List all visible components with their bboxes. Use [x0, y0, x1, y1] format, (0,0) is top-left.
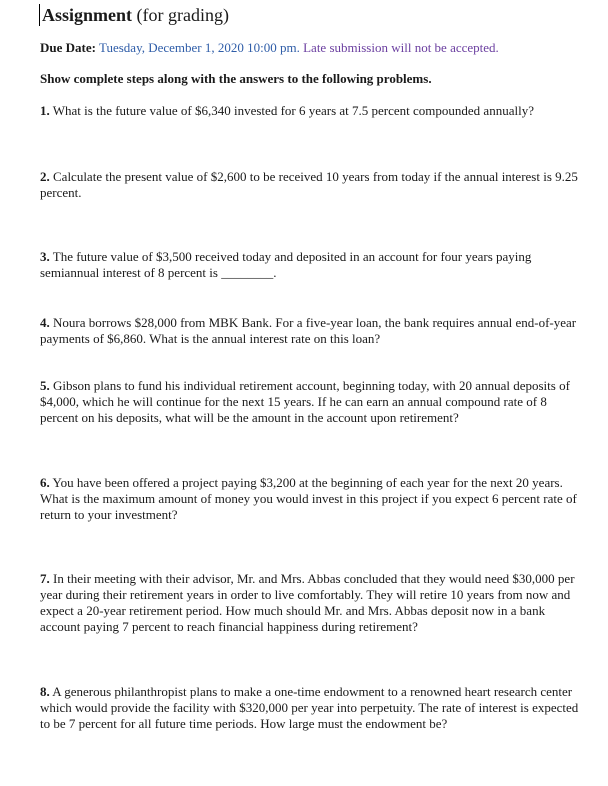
due-date-label: Due Date:	[40, 40, 96, 55]
problem-6	[40, 475, 582, 523]
problem-text: Gibson plans to fund his individual retirement account, beginning today, with 20 annual deposits of $4,000, which he will continue for the next 15 years. If he can earn an annual compound rate of 8 percent on his deposits, what will be the amount in the account upon retirement?	[40, 378, 570, 425]
problem-7	[40, 571, 582, 635]
problem-text: Calculate the present value of $2,600 to be received 10 years from today if the annual interest is 9.25 percent.	[40, 169, 578, 200]
instructions: Show complete steps along with the answers to the following problems.	[40, 71, 432, 86]
problem-text: A generous philanthropist plans to make a one-time endowment to a renowned heart research center which would provide the facility with $320,000 per year into perpetuity. The rate of interest is expected to be 7 percent for all future time periods. How large must the endowment be?	[40, 684, 579, 731]
problem-number: 2.	[40, 169, 50, 184]
due-date-line	[40, 40, 499, 56]
problem-text: Noura borrows $28,000 from MBK Bank. For a five-year loan, the bank requires annual end-of-year payments of $6,860. What is the annual interest rate on this loan?	[40, 315, 577, 346]
problem-number: 3.	[40, 249, 50, 264]
problem-text: You have been offered a project paying $3,200 at the beginning of each year for the next 20 years. What is the maximum amount of money you would invest in this project if you expect 6 percent rate of return to your investment?	[40, 475, 577, 522]
late-submission-note: Late submission will not be accepted.	[303, 40, 499, 55]
problem-8	[40, 684, 582, 732]
problem-text: The future value of $3,500 received today and deposited in an account for four years paying semiannual interest of 8 percent is ________.	[40, 249, 532, 280]
title-rest: (for grading)	[132, 5, 229, 25]
due-date-value: Tuesday, December 1, 2020 10:00 pm.	[98, 40, 300, 55]
problem-number: 1.	[40, 103, 50, 118]
page-title	[42, 4, 229, 26]
problem-text: In their meeting with their advisor, Mr. and Mrs. Abbas concluded that they would need $30,000 per year during their retirement years in order to live comfortably. They will retire 10 years from now and expect a 20-year retirement period. How much should Mr. and Mrs. Abbas deposit now in a bank account paying 7 percent to reach financial happiness during retirement?	[40, 571, 575, 634]
problem-4	[40, 315, 582, 347]
problem-3	[40, 249, 582, 281]
problem-number: 4.	[40, 315, 50, 330]
text-cursor	[39, 4, 40, 26]
problem-2	[40, 169, 582, 201]
problem-number: 7.	[40, 571, 50, 586]
problem-number: 5.	[40, 378, 50, 393]
title-bold: Assignment	[42, 5, 133, 25]
problem-number: 6.	[40, 475, 50, 490]
problem-5	[40, 378, 582, 426]
problem-number: 8.	[40, 684, 50, 699]
problem-1	[40, 103, 582, 119]
problem-text: What is the future value of $6,340 invested for 6 years at 7.5 percent compounded annually?	[52, 103, 534, 118]
